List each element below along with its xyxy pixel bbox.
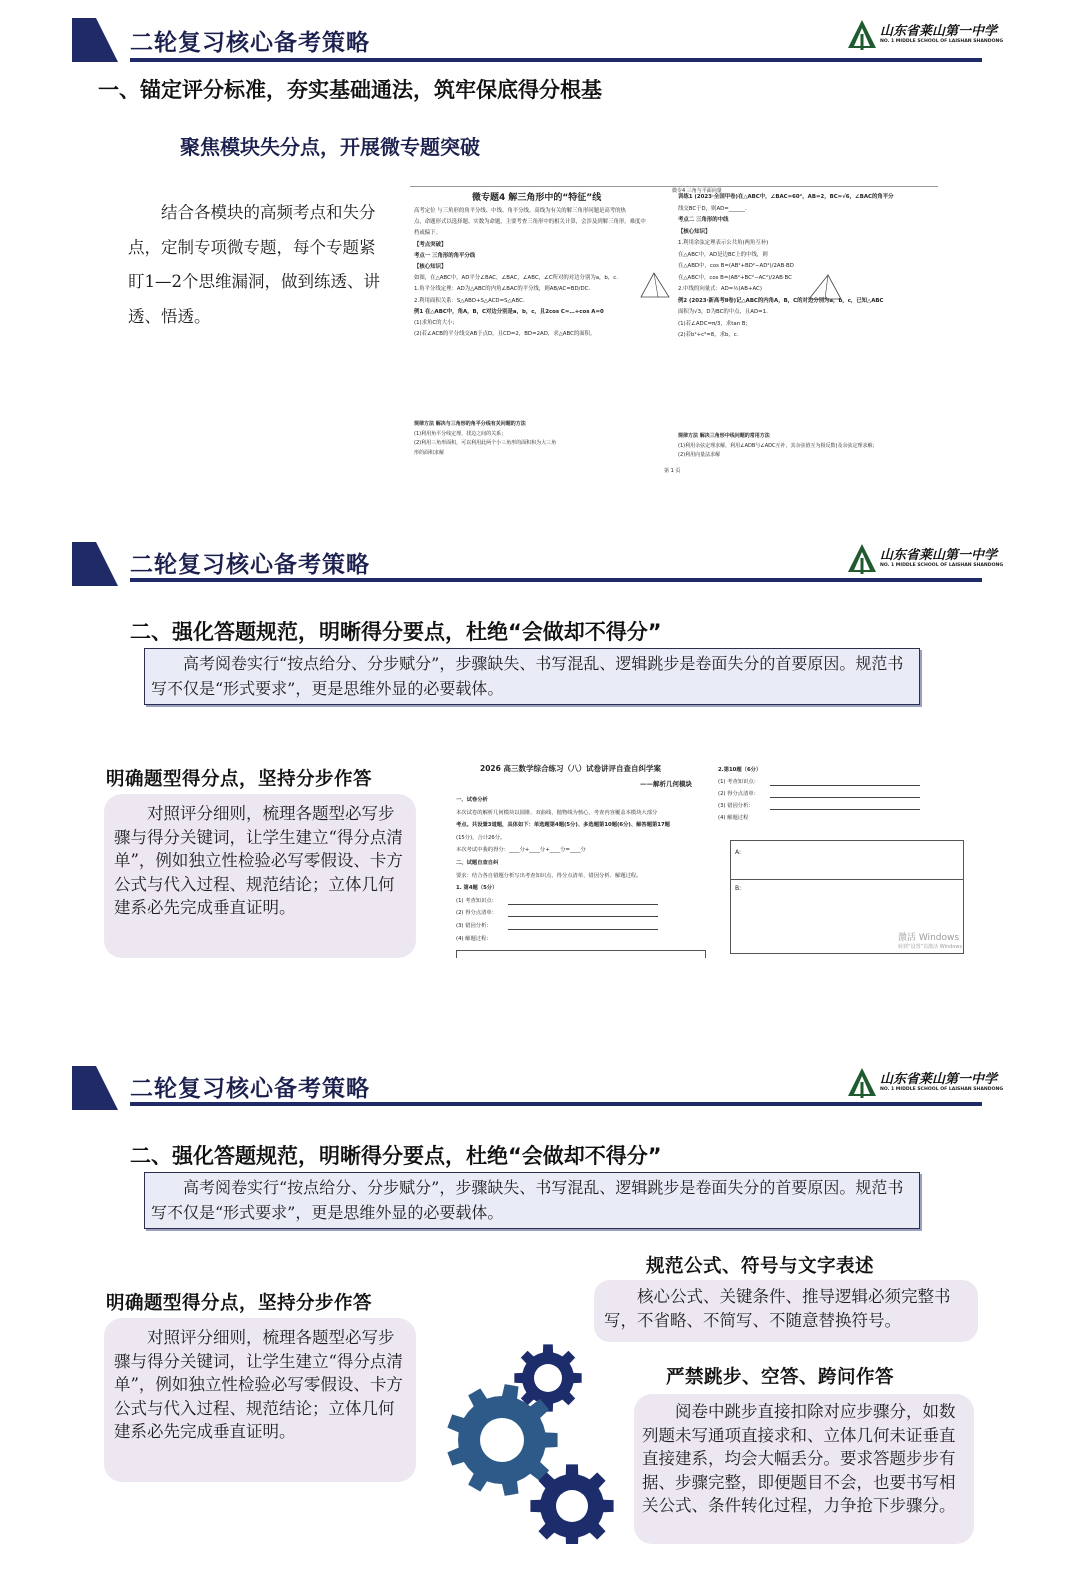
answer-blank-line: [508, 904, 658, 905]
doc-top-rule: [410, 186, 938, 187]
doc-line: 2.中线的向量式：AD=½(AB+AC): [678, 286, 762, 292]
header-triangle-icon: [72, 542, 118, 586]
triangle-figure-icon: [640, 272, 670, 298]
school-logo: [846, 18, 1004, 54]
doc2-right-line: (3) 错因分析：: [718, 800, 968, 812]
slide3-callout: 高考阅卷实行“按点给分、分步赋分”，步骤缺失、书写混乱、逻辑跳步是卷面失分的首要原因。规范书写不仅是“形式要求”，更是思维外显的必要载体。: [144, 1172, 920, 1229]
header-rule: [130, 578, 982, 582]
box-label-a: A:: [735, 849, 742, 856]
doc-line: 例2 (2023·新高考Ⅱ卷)记△ABC的内角A，B，C的对边分别为a，b，c，已知△ABC: [678, 297, 884, 304]
slide2-body-card: 对照评分细则，梳理各题型必写步骤与得分关键词，让学生建立“得分点清单”，例如独立性检验必写零假设、卡方公式与代入过程、规范结论；立体几何建系必先完成垂直证明。: [104, 794, 416, 958]
logo-text-cn: 山东省莱山第一中学: [880, 1072, 998, 1087]
slide3-left-card: 对照评分细则，梳理各题型必写步骤与得分关键词，让学生建立“得分点清单”，例如独立性检验必写零假设、卡方公式与代入过程、规范结论；立体几何建系必先完成垂直证明。: [104, 1318, 416, 1482]
answer-blank-line: [508, 916, 658, 917]
header-rule: [130, 58, 982, 62]
doc-line: 考点二 三角形的中线: [678, 217, 729, 223]
doc-method-line: (1)利用角平分线定理，找边之间的关系；: [414, 430, 507, 437]
header-triangle-icon: [72, 18, 118, 62]
doc-line: 高考定位 与三角形的角平分线、中线、角平分线、高线为有关的解三角形问题是高考的热: [414, 208, 626, 214]
slide3-right-top-card: 核心公式、关键条件、推导逻辑必须完整书写，不省略、不简写、不随意替换符号。: [594, 1280, 978, 1342]
slide2-heading: 二、强化答题规范，明晰得分要点，杜绝“会做却不得分”: [130, 620, 662, 644]
doc2-line: 要求：结合各自错题分析写出考查知识点、得分点清单、错因分析、解题过程。: [456, 872, 642, 879]
doc2-left-answer-box: [456, 950, 706, 958]
slide3-heading: 二、强化答题规范，明晰得分要点，杜绝“会做却不得分”: [130, 1144, 662, 1168]
answer-blank-line: [770, 785, 920, 786]
slide1-body-text: 结合各模块的高频考点和失分点，定制专项微专题，每个专题紧盯1—2个思维漏洞，做到练透、讲透、悟透。: [128, 203, 380, 326]
doc-method-line: (1)利用余弦定理求解，利用∠ADB与∠ADC互补，其余弦值互为相反数)及余弦定理求解；: [678, 442, 878, 449]
doc-method-line: 形的面积求解: [414, 449, 445, 456]
school-logo: [846, 1066, 1004, 1102]
windows-watermark-sub: 转到“设置”以激活 Windows。: [898, 944, 968, 950]
doc-method-line: 规律方法 解决与三角形的角平分线有关问题的方法: [414, 421, 526, 427]
doc-line: 【考点突破】: [414, 241, 447, 248]
doc2-right-column: [718, 764, 968, 824]
doc-line: 考点一 三角形的角平分线: [414, 252, 476, 259]
header-rule: [130, 1102, 982, 1106]
doc-line: 训练1 (2023·全国甲卷)在△ABC中，∠BAC=60°，AB=2，BC=√6，∠BAC的角平分: [678, 194, 894, 200]
logo-tree-icon: [846, 1066, 878, 1100]
doc-method-line: 规律方法 解决三角形中线问题的常用方法: [678, 433, 770, 439]
doc2-line: 考点。共设置3道题，具体如下：单选题第4题(5分)、多选题第10题(6分)、解答题第17题: [456, 822, 670, 829]
header-title: 二轮复习核心备考策略: [130, 30, 370, 56]
logo-text-en: NO. 1 MIDDLE SCHOOL OF LAISHAN SHANDONG: [880, 39, 1004, 44]
doc2-line: (3) 错因分析：: [456, 920, 716, 933]
doc-line: 面积为√3，D为BC的中点，且AD=1.: [678, 309, 768, 315]
doc2-line: 1. 第4题（5分）: [456, 885, 498, 892]
logo-text-en: NO. 1 MIDDLE SCHOOL OF LAISHAN SHANDONG: [880, 1087, 1004, 1092]
doc-line: 档或偏下。: [414, 230, 441, 237]
doc-title: 微专题4 解三角形中的“特征”线: [472, 193, 602, 203]
doc-line: 如图，在△ABC中，AD平分∠BAC，∠BAC，∠ABC，∠C所对的对边分别为a，b，c.: [414, 275, 618, 282]
doc2-right-line: (4) 解题过程: [718, 815, 749, 821]
doc-page-number: 第 1 页: [664, 468, 681, 474]
slide-2: [0, 520, 1080, 990]
doc-line: 在△ABC中，AD是边BC上的中线，则: [678, 251, 768, 258]
doc-line: 点，命题形式以选择题、实数为命题，主要考查三角形中的相关计算，会涉及到解三角形。难度中: [414, 219, 646, 226]
answer-blank-line: [508, 929, 658, 930]
logo-text-cn: 山东省莱山第一中学: [880, 548, 998, 563]
answer-blank-line: [770, 797, 920, 798]
doc-line: 在△ABD中，cos B=(AB²+BD²−AD²)/2AB·BD: [678, 263, 794, 269]
header-title: 二轮复习核心备考策略: [130, 1076, 370, 1102]
doc2-line: 本次试卷的解析几何模块以圆锥、双曲线、抛物线为核心，考查内容覆盖本模块大部分: [456, 809, 658, 816]
windows-watermark: 激活 Windows: [898, 933, 960, 943]
slide2-callout: 高考阅卷实行“按点给分、分步赋分”，步骤缺失、书写混乱、逻辑跳步是卷面失分的首要原因。规范书写不仅是“形式要求”，更是思维外显的必要载体。: [144, 648, 920, 705]
gear-hole: [480, 1418, 524, 1462]
doc-method-right: [678, 432, 936, 461]
box-label-b: B:: [735, 885, 742, 892]
doc2-line: (1) 考查知识点：: [456, 895, 716, 908]
doc-line: 1.角平分线定理：AD为△ABC的内角∠BAC的平分线，则AB/AC=BD/DC.: [414, 286, 591, 293]
gear-hole: [556, 1490, 588, 1522]
worksheet-preview-1: [410, 186, 938, 478]
doc-line: 例1 在△ABC中，角A，B，C对边分别是a，b，c，且2cos C=…+cos A=0: [414, 308, 604, 315]
slide3-left-label: 明确题型得分点，坚持分步作答: [106, 1293, 373, 1314]
doc-line: (2)若∠ACB的平分线交AB于点D，且CD=2，BD=2AD，求△ABC的面积。: [414, 331, 596, 338]
doc2-right-line: 2.第10题（6分）: [718, 767, 762, 773]
doc-line: (1)若∠ADC=π/3，求tan B;: [678, 320, 748, 327]
logo-tree-icon: [846, 18, 878, 52]
doc-right-header: 微专4 三角与平面向量: [672, 188, 722, 194]
doc-line: 2.利用面积关系：S△ABD+S△ACD=S△ABC.: [414, 297, 525, 304]
header-title: 二轮复习核心备考策略: [130, 552, 370, 578]
doc-line: 【核心知识】: [678, 228, 711, 235]
doc-line: 线交BC于D，则AD=______.: [678, 205, 747, 212]
slide-3: [0, 1044, 1080, 1575]
doc2-subtitle: ——解析几何模块: [640, 780, 692, 788]
doc-line: 1.利用余弦定理表示公共角(两角互补): [678, 240, 769, 246]
logo-text-en: NO. 1 MIDDLE SCHOOL OF LAISHAN SHANDONG: [880, 563, 1004, 568]
doc-method-line: (2)利用向量法求解: [678, 452, 721, 458]
slide1-heading: 一、锚定评分标准，夯实基础通法，筑牢保底得分根基: [98, 78, 602, 102]
doc2-line: (2) 得分点清单：: [456, 907, 716, 920]
doc-line: (2)若b²+c²=8，求b，c.: [678, 332, 739, 338]
box-divider: [731, 879, 963, 880]
slide1-subheading: 聚焦模块失分点，开展微专题突破: [180, 135, 480, 159]
doc2-right-line: (2) 得分点清单：: [718, 788, 968, 800]
doc-right-column: [678, 192, 936, 342]
doc-line: 【核心知识】: [414, 264, 447, 271]
doc2-line: 一、试卷分析: [456, 797, 488, 803]
slide3-right-top-label: 规范公式、符号与文字表述: [646, 1256, 875, 1277]
doc-line: (1)求角C的大小；: [414, 320, 458, 327]
worksheet-preview-2: [452, 760, 972, 958]
slide-1: [0, 0, 1080, 500]
triangle-median-figure-icon: [808, 274, 842, 300]
answer-blank-line: [770, 809, 920, 810]
header-triangle-icon: [72, 1066, 118, 1110]
school-logo: [846, 542, 1004, 578]
slide2-section-label: 明确题型得分点，坚持分步作答: [106, 769, 373, 790]
doc2-line: 本次考试中我的得分：____分+____分+____分=____分: [456, 847, 586, 854]
doc-method-left: [414, 420, 676, 458]
logo-tree-icon: [846, 542, 878, 576]
doc2-line: (15分)，合计26分。: [456, 834, 506, 841]
doc2-line: 二、试题自查自纠: [456, 859, 499, 866]
doc-method-line: (2)利用三角形面积，可以利用此两个小三角形的面积和为大三角: [414, 440, 557, 446]
doc-line: 在△ABC中，cos B=(AB²+BC²−AC²)/2AB·BC: [678, 274, 792, 281]
doc2-body: [456, 794, 716, 945]
slide3-right-bottom-label: 严禁跳步、空答、跨问作答: [666, 1367, 895, 1388]
gear-hole: [534, 1364, 562, 1392]
logo-text-cn: 山东省莱山第一中学: [880, 24, 998, 39]
doc2-line: (4) 解题过程：: [456, 935, 492, 942]
doc2-right-line: (1) 考查知识点：: [718, 776, 968, 788]
doc2-title: 2026 高三数学综合练习（八）试卷讲评自查自纠学案: [480, 764, 661, 773]
slide3-right-bottom-card: 阅卷中跳步直接扣除对应步骤分，如数列题未写通项直接求和、立体几何未证垂直直接建系，均会大幅丢分。要求答题步步有据、步骤完整，即便题目不会，也要书写相关公式、条件转化过程，力争抢下步骤分。: [634, 1394, 974, 1544]
doc-left-column: [414, 206, 670, 340]
